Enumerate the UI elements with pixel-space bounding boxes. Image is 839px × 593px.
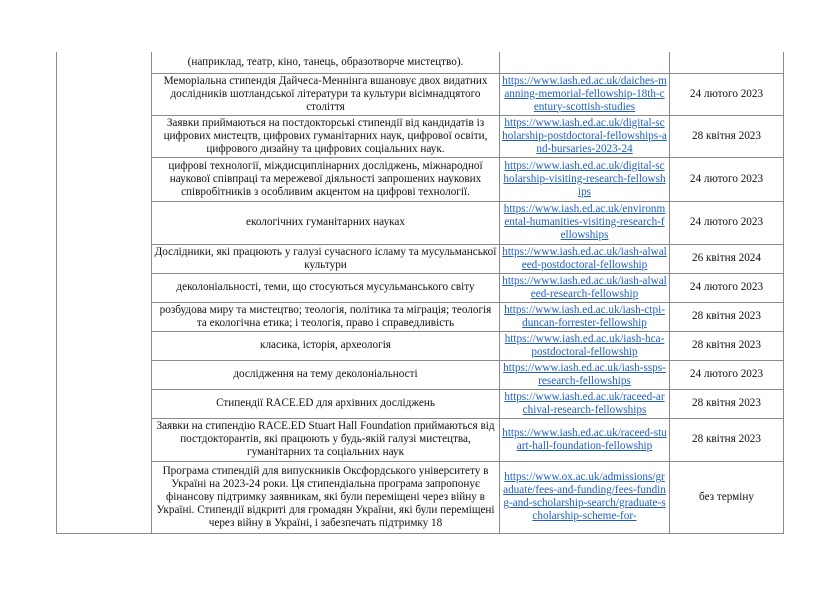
deadline-cell: 28 квітня 2023: [670, 302, 784, 331]
link-cell: [500, 418, 670, 461]
table-row: [57, 115, 784, 157]
fellowship-link[interactable]: https://www.iash.ed.ac.uk/iash-hca-postdoctoral-fellowship: [504, 332, 665, 358]
deadline-cell: 28 квітня 2023: [670, 418, 784, 461]
table-row: [57, 157, 784, 201]
deadline-cell: 28 квітня 2023: [670, 331, 784, 360]
link-cell: [500, 461, 670, 533]
description-cell: класика, історія, археологія: [152, 331, 500, 360]
table-row: [57, 302, 784, 331]
deadline-cell: 24 лютого 2023: [670, 201, 784, 244]
deadline-cell: 24 лютого 2023: [670, 360, 784, 389]
deadline-cell: 28 квітня 2023: [670, 115, 784, 157]
merged-empty-cell: [57, 52, 152, 533]
table-row: [57, 360, 784, 389]
fellowship-link[interactable]: https://www.iash.ed.ac.uk/iash-ssps-research-fellowships: [503, 361, 666, 387]
fellowship-link[interactable]: https://www.iash.ed.ac.uk/raceed-stuart-hall-foundation-fellowship: [502, 426, 667, 452]
link-cell: [500, 273, 670, 302]
link-cell: [500, 360, 670, 389]
table-row: [57, 244, 784, 273]
description-cell: цифрові технології, міждисциплінарних досліджень, міжнародної наукової співпраці та мережевої діяльності запрошених наукових співробітників з особливим акцентом на цифрові технології.: [152, 157, 500, 201]
description-cell: дослідження на тему деколоніальності: [152, 360, 500, 389]
fellowship-link[interactable]: https://www.iash.ed.ac.uk/raceed-archival-research-fellowships: [504, 390, 665, 416]
fellowship-link[interactable]: https://www.iash.ed.ac.uk/iash-ctpi-duncan-forrester-fellowship: [504, 303, 665, 329]
link-cell: [500, 73, 670, 115]
description-cell: деколоніальності, теми, що стосуються мусульманського світу: [152, 273, 500, 302]
fellowship-link[interactable]: https://www.ox.ac.uk/admissions/graduate/fees-and-funding/fees-funding-and-scholarship-search/graduate-scholarship-scheme-for-: [503, 471, 666, 522]
description-cell: Меморіальна стипендія Дайчеса-Меннінга вшановує двох видатних дослідників шотландської літератури та культури вісімнадцятого століття: [152, 73, 500, 115]
deadline-cell: без терміну: [670, 461, 784, 533]
table-row: [57, 461, 784, 533]
table-row: [57, 418, 784, 461]
link-cell: [500, 302, 670, 331]
fellowship-link[interactable]: https://www.iash.ed.ac.uk/iash-alwaleed-postdoctoral-fellowship: [502, 245, 667, 271]
fellowship-link[interactable]: https://www.iash.ed.ac.uk/digital-scholarship-postdoctoral-fellowships-and-bursaries-2023-24: [502, 116, 667, 155]
description-cell: Заявки приймаються на постдокторські стипендії від кандидатів із цифрових мистецтв, цифрових гуманітарних наук, цифрової освіти, цифрового дизайну та цифрових соціальних наук.: [152, 115, 500, 157]
link-cell: [500, 389, 670, 418]
deadline-cell: 26 квітня 2024: [670, 244, 784, 273]
description-cell: розбудова миру та мистецтво; теологія, політика та міграція; теологія та екологічна етика; і теологія, право і справедливість: [152, 302, 500, 331]
link-cell: [500, 52, 670, 73]
description-cell: Дослідники, які працюють у галузі сучасного ісламу та мусульманської культури: [152, 244, 500, 273]
description-cell: Стипендії RACE.ED для архівних досліджень: [152, 389, 500, 418]
deadline-cell: 24 лютого 2023: [670, 157, 784, 201]
fellowship-link[interactable]: https://www.iash.ed.ac.uk/environmental-humanities-visiting-research-fellowships: [503, 203, 666, 241]
deadline-cell: 28 квітня 2023: [670, 389, 784, 418]
link-cell: [500, 201, 670, 244]
link-cell: [500, 331, 670, 360]
scholarship-table: [56, 52, 784, 534]
description-cell: Програма стипендій для випускників Оксфордського університету в Україні на 2023-24 роки. Ця стипендіальна програма запропонує фінансову підтримку заявникам, які були переміщені через війну в Україні. Стипендії відкриті для громадян України, які були переміщені через війну в Україні, і забезпечать підтримку 18: [152, 461, 500, 533]
deadline-cell: 24 лютого 2023: [670, 73, 784, 115]
link-cell: [500, 115, 670, 157]
deadline-cell: [670, 52, 784, 73]
description-cell: Заявки на стипендію RACE.ED Stuart Hall Foundation приймаються від постдокторантів, які працюють у будь-якій галузі мистецтва, гуманітарних та соціальних наук: [152, 418, 500, 461]
deadline-cell: 24 лютого 2023: [670, 273, 784, 302]
table-row: [57, 331, 784, 360]
link-cell: [500, 244, 670, 273]
table-body: [57, 52, 784, 533]
fellowship-link[interactable]: https://www.iash.ed.ac.uk/iash-alwaleed-research-fellowship: [502, 274, 667, 300]
table-row: [57, 389, 784, 418]
fellowship-link[interactable]: https://www.iash.ed.ac.uk/daiches-manning-memorial-fellowship-18th-century-scottish-studies: [502, 74, 667, 113]
table-row: [57, 273, 784, 302]
table-row: [57, 52, 784, 73]
link-cell: [500, 157, 670, 201]
fellowship-link[interactable]: https://www.iash.ed.ac.uk/digital-scholarship-visiting-research-fellowships: [503, 159, 666, 198]
table-row: [57, 73, 784, 115]
table-row: [57, 201, 784, 244]
description-cell: (наприклад, театр, кіно, танець, образотворче мистецтво).: [152, 52, 500, 73]
description-cell: екологічних гуманітарних науках: [152, 201, 500, 244]
